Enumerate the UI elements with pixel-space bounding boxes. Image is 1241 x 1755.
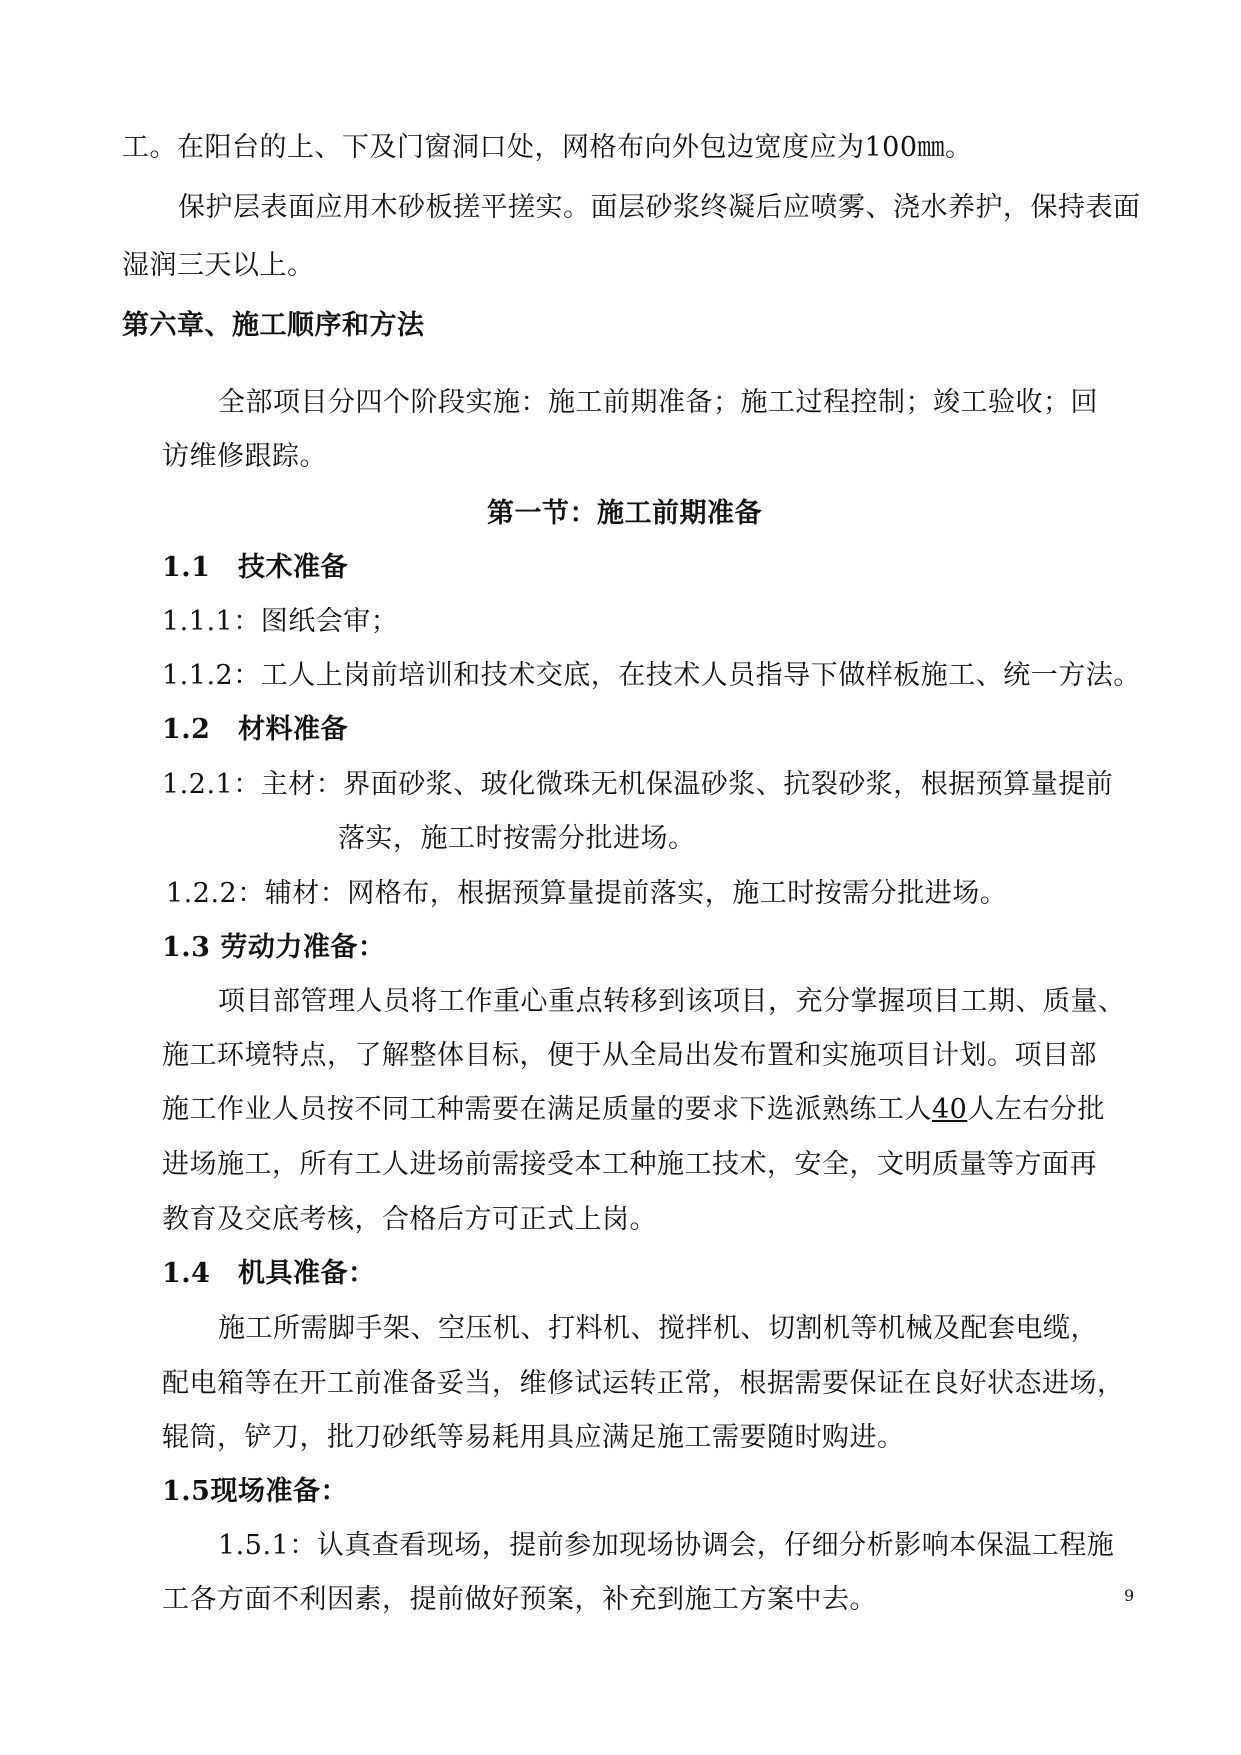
subsection-heading: 1.4 机具准备： <box>162 1258 376 1289</box>
subsection-heading: 1.1 技术准备 <box>162 552 348 583</box>
body-line: 进场施工，所有工人进场前需接受本工种施工技术，安全，文明质量等方面再 <box>162 1149 1097 1180</box>
body-line: 1.5.1：认真查看现场，提前参加现场协调会，仔细分析影响本保温工程施 <box>218 1530 1115 1561</box>
body-line: 项目部管理人员将工作重心重点转移到该项目，充分掌握项目工期、质量、 <box>218 986 1126 1017</box>
body-line: 工。在阳台的上、下及门窗洞口处，网格布向外包边宽度应为100㎜。 <box>122 132 973 163</box>
page-number: 9 <box>1124 1586 1135 1605</box>
chapter-heading: 第六章、施工顺序和方法 <box>122 310 425 341</box>
body-line: 配电箱等在开工前准备妥当，维修试运转正常，根据需要保证在良好状态进场， <box>162 1368 1125 1399</box>
body-line: 施工所需脚手架、空压机、打料机、搅拌机、切割机等机械及配套电缆， <box>218 1313 1098 1344</box>
text-run: 人左右分批 <box>967 1094 1105 1125</box>
worker-count: 40 <box>932 1094 968 1125</box>
section-heading: 第一节：施工前期准备 <box>487 498 762 529</box>
subsection-heading: 1.5现场准备： <box>162 1476 348 1507</box>
body-line: 1.1.1：图纸会审； <box>162 606 399 637</box>
body-line: 湿润三天以上。 <box>122 250 315 281</box>
body-line: 1.2.1：主材：界面砂浆、玻化微珠无机保温砂浆、抗裂砂浆，根据预算量提前 <box>162 769 1114 800</box>
body-line: 施工环境特点，了解整体目标，便于从全局出发布置和实施项目计划。项目部 <box>162 1040 1097 1071</box>
body-line: 访维修跟踪。 <box>162 441 327 472</box>
body-line: 落实，施工时按需分批进场。 <box>338 823 696 854</box>
subsection-heading: 1.2 材料准备 <box>162 714 348 745</box>
text-run: 施工作业人员按不同工种需要在满足质量的要求下选派熟练工人 <box>162 1094 932 1125</box>
body-line: 工各方面不利因素，提前做好预案，补充到施工方案中去。 <box>162 1584 877 1615</box>
subsection-heading: 1.3 劳动力准备： <box>162 932 386 963</box>
body-line <box>162 1090 1105 1130</box>
body-line: 辊筒，铲刀，批刀砂纸等易耗用具应满足施工需要随时购进。 <box>162 1422 905 1453</box>
body-line: 全部项目分四个阶段实施：施工前期准备；施工过程控制；竣工验收；回 <box>218 387 1098 418</box>
body-line: 1.2.2：辅材：网格布，根据预算量提前落实，施工时按需分批进场。 <box>166 878 1008 909</box>
body-line: 1.1.2：工人上岗前培训和技术交底，在技术人员指导下做样板施工、统一方法。 <box>162 660 1141 691</box>
body-line: 教育及交底考核，合格后方可正式上岗。 <box>162 1204 657 1235</box>
body-line: 保护层表面应用木砂板搓平搓实。面层砂浆终凝后应喷雾、浇水养护，保持表面 <box>178 192 1141 223</box>
